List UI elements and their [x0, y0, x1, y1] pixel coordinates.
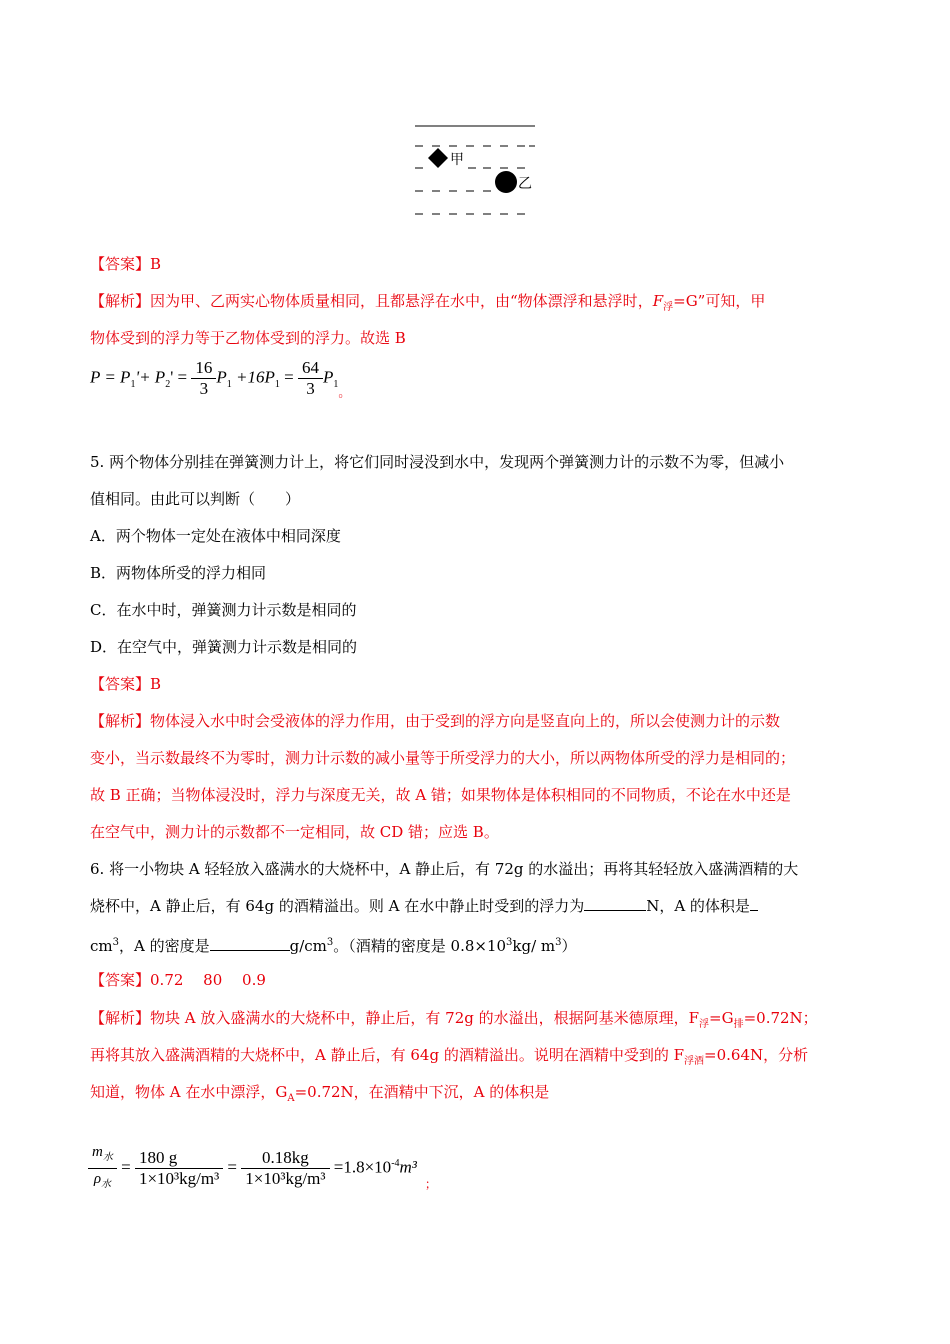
analysis-text: =G — [709, 1009, 734, 1027]
label-jia: 甲 — [450, 152, 464, 168]
formula-eq: = — [227, 1157, 238, 1177]
symbol-rho: ρ — [93, 1171, 102, 1187]
formula-sub: 1 — [333, 378, 339, 390]
fraction-numerator — [88, 1142, 117, 1169]
q6-analysis-line2 — [90, 1045, 808, 1072]
stem-text: g/cm — [289, 937, 327, 955]
formula-end: ； — [424, 1177, 437, 1192]
analysis-text-end: =G”可知，甲 — [673, 292, 766, 310]
answer-tag: 【答案】 — [90, 971, 151, 989]
q6-answer — [90, 970, 266, 990]
analysis-tag: 【解析】 — [90, 712, 151, 730]
analysis-text: 知道，物体 A 在水中漂浮，G — [90, 1083, 288, 1101]
fraction-denominator: 1×10³kg/m³ — [245, 1169, 326, 1188]
answer-blank-volume[interactable] — [750, 896, 758, 911]
fraction-numerator: 64 — [298, 358, 323, 379]
q5-option-d: D．在空气中，弹簧测力计示数是相同的 — [90, 638, 358, 656]
answer-tag: 【答案】 — [90, 675, 151, 693]
stem-text: ） — [561, 937, 577, 955]
fraction-numerator: 16 — [191, 358, 216, 379]
subscript: 排 — [733, 1019, 744, 1030]
formula-term: P — [322, 367, 334, 387]
stem-text: kg/ m — [512, 937, 556, 955]
superscript: -4 — [391, 1157, 400, 1169]
fraction-64-3 — [298, 358, 323, 399]
object-yi-circle — [495, 171, 517, 193]
object-jia-diamond — [428, 148, 448, 168]
formula-plus: +16P — [235, 367, 275, 387]
formula-sub: 1 — [274, 378, 280, 390]
subscript: 浮 — [663, 302, 674, 313]
q6-analysis-line3 — [90, 1082, 549, 1109]
superscript: 3 — [506, 937, 513, 948]
stem-text: ，A 的密度是 — [119, 937, 210, 955]
analysis-tag: 【解析】 — [90, 1009, 151, 1027]
formula-unit: m³ — [399, 1157, 417, 1177]
fraction-denominator: 3 — [306, 379, 315, 398]
q4-answer — [90, 254, 161, 274]
analysis-text: =0.64N，分析 — [704, 1046, 809, 1064]
analysis-text: =0.72N，在酒精中下沉，A 的体积是 — [294, 1083, 550, 1101]
superscript: 3 — [112, 937, 119, 948]
fraction-denominator: 1×10³kg/m³ — [138, 1169, 220, 1188]
answer-value: B — [150, 255, 162, 273]
subscript: 浮 — [699, 1019, 710, 1030]
stem-text: cm — [90, 937, 113, 955]
answer-blank-force[interactable] — [584, 896, 646, 911]
formula-sub: 1 — [130, 378, 136, 390]
q5-option-a: A．两个物体一定处在液体中相同深度 — [90, 527, 341, 545]
formula-eq: = — [121, 1157, 131, 1177]
formula-term: P — [216, 367, 227, 387]
q6-analysis-line1 — [90, 1008, 818, 1035]
fraction-denominator — [88, 1169, 117, 1195]
subscript: 浮酒 — [684, 1056, 705, 1067]
q5-stem-line2: 值相同。由此可以判断（ ） — [90, 490, 301, 508]
q5-analysis-line4: 在空气中，测力计的示数都不一定相同，故 CD 错；应选 B。 — [90, 823, 499, 841]
buoyancy-figure — [412, 118, 542, 228]
answer-blank-density[interactable] — [210, 936, 290, 951]
symbol-f: F — [652, 292, 664, 310]
q5-analysis-line2: 变小，当示数最终不为零时，测力计示数的减小量等于所受浮力的大小，所以两物体所受的浮力是相同的； — [90, 749, 796, 767]
analysis-text: 因为甲、乙两实心物体质量相同，且都悬浮在水中，由“物体漂浮和悬浮时， — [150, 292, 653, 310]
symbol-m: m — [92, 1144, 103, 1160]
answer-value: B — [150, 675, 162, 693]
q5-option-c: C．在水中时，弹簧测力计示数是相同的 — [90, 601, 357, 619]
q5-analysis-line1 — [90, 711, 780, 731]
subscript: 水 — [102, 1152, 113, 1163]
q5-analysis-line3: 故 B 正确；当物体浸没时，浮力与深度无关，故 A 错；如果物体是体积相同的不同物质，不论在水中还是 — [90, 786, 791, 804]
stem-text: 。（酒精的密度是 0.8×10 — [333, 937, 507, 955]
superscript: 3 — [555, 937, 562, 948]
formula-mid: '+ P — [135, 367, 166, 387]
q6-stem-line3 — [90, 933, 577, 956]
q5-stem-line1: 5. 两个物体分别挂在弹簧测力计上，将它们同时浸没到水中，发现两个弹簧测力计的示数不为零，但减小 — [90, 453, 785, 471]
label-yi: 乙 — [518, 176, 532, 192]
q5-answer — [90, 674, 161, 694]
formula-volume — [88, 1142, 437, 1195]
fraction-numerator: 0.18kg — [241, 1148, 329, 1169]
fraction-m-rho — [88, 1142, 117, 1195]
formula-sub: 2 — [165, 378, 171, 390]
answer-value: 0.72 80 0.9 — [150, 971, 266, 989]
fraction-numerator: 180 g — [135, 1148, 223, 1169]
formula-power — [90, 358, 350, 400]
stem-text: N，A 的体积是 — [646, 897, 750, 915]
q5-option-b: B．两物体所受的浮力相同 — [90, 564, 267, 582]
analysis-tag: 【解析】 — [90, 292, 151, 310]
answer-tag: 【答案】 — [90, 255, 151, 273]
formula-eq: = — [284, 367, 294, 387]
fraction-180g — [135, 1148, 223, 1189]
superscript: 3 — [326, 937, 334, 948]
fraction-018kg — [241, 1148, 329, 1189]
q4-analysis-line1 — [90, 291, 765, 318]
analysis-text: 物体浸入水中时会受液体的浮力作用，由于受到的浮方向是竖直向上的，所以会使测力计的示数 — [150, 712, 781, 730]
subscript: 水 — [101, 1179, 112, 1190]
formula-result: =1.8×10 — [333, 1157, 392, 1177]
formula-lhs: P = P — [90, 367, 131, 387]
subscript: A — [287, 1093, 295, 1104]
analysis-text: =0.72N； — [743, 1009, 818, 1027]
formula-sub: 1 — [226, 378, 232, 390]
fraction-16-3 — [191, 358, 216, 399]
analysis-text: 再将其放入盛满酒精的大烧杯中，A 静止后，有 64g 的酒精溢出。说明在酒精中受到的 F — [90, 1046, 685, 1064]
formula-end: 。 — [338, 385, 351, 400]
analysis-text: 物块 A 放入盛满水的大烧杯中，静止后，有 72g 的水溢出，根据阿基米德原理，F — [150, 1009, 700, 1027]
formula-mid2: ' = — [170, 367, 188, 387]
q6-stem-line1: 6. 将一小物块 A 轻轻放入盛满水的大烧杯中，A 静止后，有 72g 的水溢出；再将其轻轻放入盛满酒精的大 — [90, 860, 799, 878]
q4-analysis-line2: 物体受到的浮力等于乙物体受到的浮力。故选 B — [90, 329, 406, 347]
q6-stem-line2 — [90, 896, 758, 916]
stem-text: 烧杯中，A 静止后，有 64g 的酒精溢出。则 A 在水中静止时受到的浮力为 — [90, 897, 585, 915]
fraction-denominator: 3 — [199, 379, 209, 398]
